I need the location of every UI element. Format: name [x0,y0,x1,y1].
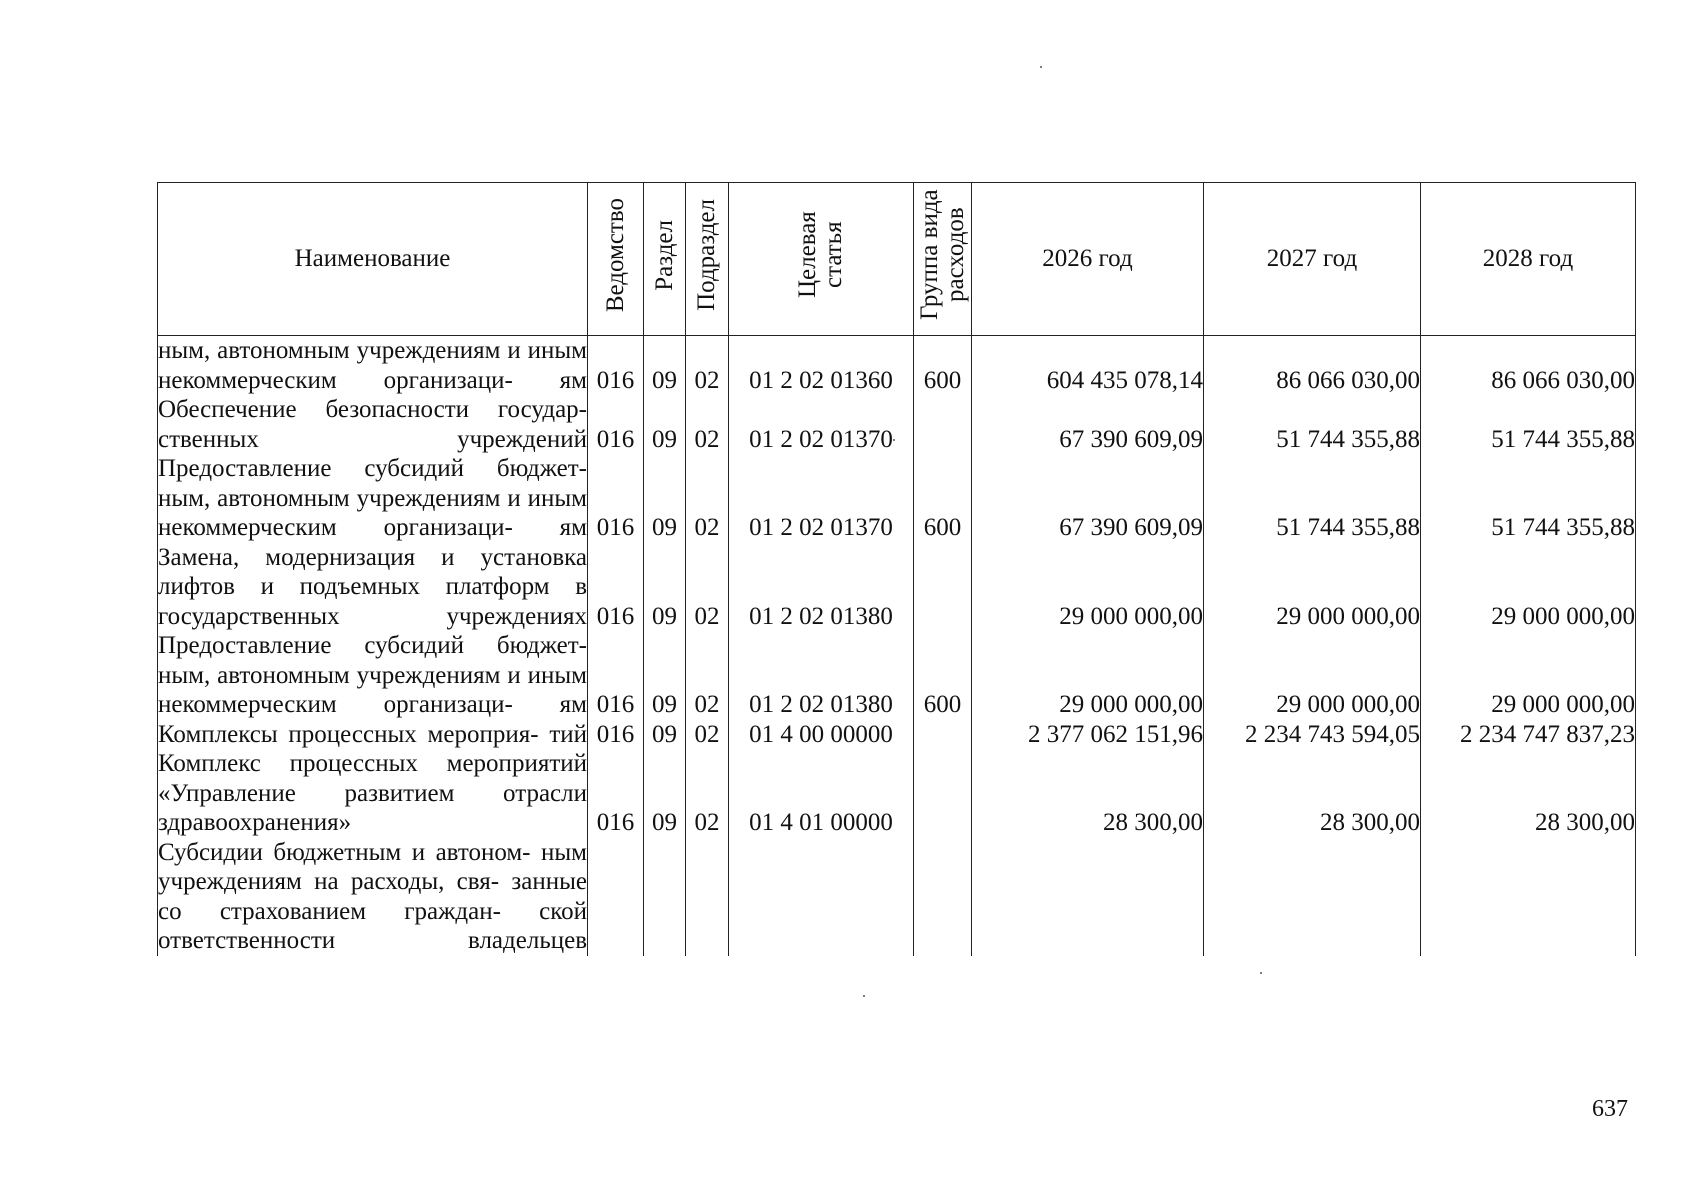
row-name: Обеспечение безопасности государ- ственных учреждений [158,396,587,453]
row-dept [588,838,644,956]
header-target-line1: Целевая [794,211,821,299]
row-dept: 016 [588,631,644,720]
header-section: Раздел [650,219,678,291]
row-target: 01 2 02 01360 [729,336,914,396]
row-subsection [686,838,729,956]
row-section: 09 [644,720,686,750]
row-target: 01 4 00 00000 [729,720,914,750]
row-subsection: 02 [686,395,729,454]
row-2027: 2 234 743 594,05 [1204,720,1421,750]
header-target-cell [729,183,914,336]
header-group-line1: Группа вида [915,189,943,321]
header-group-line2: расходов [941,207,969,303]
row-2026: 67 390 609,09 [972,454,1204,543]
table-row [158,838,1636,956]
row-section: 09 [644,395,686,454]
row-2027: 86 066 030,00 [1204,336,1421,396]
page-number: 637 [1592,1096,1628,1122]
header-dept: Ведомство [601,198,629,313]
row-2026: 29 000 000,00 [972,543,1204,632]
row-dept: 016 [588,720,644,750]
header-2028: 2028 год [1421,183,1636,336]
row-name: ным, автономным учреждениям и иным некоммерческим организаци- ям [158,337,587,394]
row-2026 [972,838,1204,956]
scan-speck [893,439,895,441]
row-2027: 28 300,00 [1204,749,1421,838]
table-row [158,395,1636,454]
row-group [914,543,972,632]
row-2027: 51 744 355,88 [1204,395,1421,454]
header-group-cell [914,183,972,336]
row-group [914,720,972,750]
row-target: 01 4 01 00000 [729,749,914,838]
row-dept: 016 [588,454,644,543]
row-2028: 51 744 355,88 [1421,454,1636,543]
scan-speck [1260,972,1262,974]
row-dept: 016 [588,336,644,396]
scan-speck [863,995,865,997]
header-target [795,185,847,325]
table-row [158,543,1636,632]
row-subsection: 02 [686,336,729,396]
row-group: 600 [914,336,972,396]
row-2027: 51 744 355,88 [1204,454,1421,543]
row-section [644,838,686,956]
table-row [158,454,1636,543]
scan-speck [1040,66,1042,68]
row-section: 09 [644,454,686,543]
row-2028: 2 234 747 837,23 [1421,720,1636,750]
row-subsection: 02 [686,720,729,750]
row-2027: 29 000 000,00 [1204,543,1421,632]
row-2026: 29 000 000,00 [972,631,1204,720]
row-group: 600 [914,454,972,543]
row-target: 01 2 02 01370 [729,395,914,454]
row-group [914,838,972,956]
row-group: 600 [914,631,972,720]
header-subsection-cell [686,183,729,336]
row-target: 01 2 02 01380 [729,543,914,632]
row-target: 01 2 02 01370 [729,454,914,543]
row-2028: 28 300,00 [1421,749,1636,838]
row-name: Замена, модернизация и установка лифтов и подъемных платформ в государственных учреждениях [158,543,587,630]
row-dept: 016 [588,395,644,454]
row-subsection: 02 [686,543,729,632]
header-group [917,185,969,325]
row-2026: 604 435 078,14 [972,336,1204,396]
row-subsection: 02 [686,631,729,720]
row-section: 09 [644,631,686,720]
table-header-row [158,183,1636,336]
row-2026: 2 377 062 151,96 [972,720,1204,750]
row-2028: 29 000 000,00 [1421,543,1636,632]
table-row [158,749,1636,838]
row-dept: 016 [588,749,644,838]
row-2028: 51 744 355,88 [1421,395,1636,454]
row-2027 [1204,838,1421,956]
row-group [914,395,972,454]
header-name: Наименование [158,183,588,336]
header-2026: 2026 год [972,183,1204,336]
header-2027: 2027 год [1204,183,1421,336]
row-name: Комплекс процессных мероприятий «Управление развитием отрасли здравоохранения» [158,750,587,836]
row-section: 09 [644,749,686,838]
row-2028 [1421,838,1636,956]
row-2028: 29 000 000,00 [1421,631,1636,720]
row-name: Предоставление субсидий бюджет- ным, автономным учреждениям и иным некоммерческим организаци- ям [158,632,587,718]
row-target: 01 2 02 01380 [729,631,914,720]
row-target [729,838,914,956]
row-dept: 016 [588,543,644,632]
row-2026: 28 300,00 [972,749,1204,838]
row-name: Субсидии бюджетным и автоном- ным учреждениям на расходы, свя- занные со страхованием граждан- ской ответственности владельцев [158,838,587,954]
budget-table [157,182,1636,956]
row-subsection: 02 [686,749,729,838]
header-subsection: Подраздел [693,199,720,312]
header-dept-cell [588,183,644,336]
header-target-line2: статья [820,221,847,289]
row-section: 09 [644,336,686,396]
row-2028: 86 066 030,00 [1421,336,1636,396]
row-name: Комплексы процессных мероприя- тий [158,720,587,748]
row-subsection: 02 [686,454,729,543]
table-row [158,336,1636,396]
header-section-cell [644,183,686,336]
row-2027: 29 000 000,00 [1204,631,1421,720]
row-section: 09 [644,543,686,632]
row-group [914,749,972,838]
row-name: Предоставление субсидий бюджет- ным, автономным учреждениям и иным некоммерческим организаци- ям [158,455,587,541]
table-row [158,631,1636,720]
table-row [158,720,1636,750]
row-2026: 67 390 609,09 [972,395,1204,454]
